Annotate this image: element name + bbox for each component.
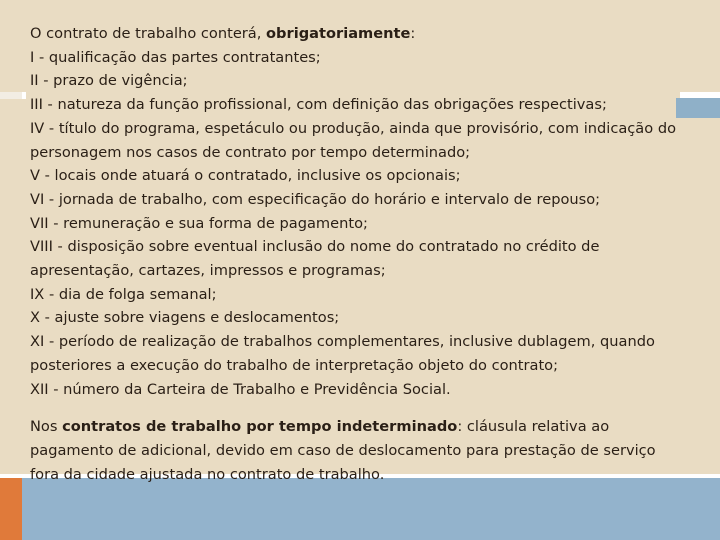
list-item: XII - número da Carteira de Trabalho e Previdência Social. (30, 380, 451, 398)
intro-suffix: : (410, 25, 416, 42)
decorative-bar (22, 92, 26, 99)
intro-line (30, 22, 680, 46)
list-item: I - qualificação das partes contratantes; (30, 48, 321, 66)
list-item: IV - título do programa, espetáculo ou produção, ainda que provisório, com indicação do personagem nos casos de contrato por tempo determinado; (30, 119, 677, 161)
decorative-bar (0, 478, 22, 540)
note-paragraph (30, 415, 680, 486)
slide-content (30, 22, 680, 486)
list-item: VIII - disposição sobre eventual inclusão do nome do contratado no crédito de apresentação, cartazes, impressos e programas; (30, 238, 600, 280)
list-item: II - prazo de vigência; (30, 72, 188, 90)
list-item: V - locais onde atuará o contratado, inclusive os opcionais; (30, 167, 461, 185)
intro-bold: obrigatoriamente (266, 25, 411, 42)
intro-prefix: O contrato de trabalho conterá, (30, 25, 267, 42)
note-suffix: : cláusula relativa ao pagamento de adicional, devido em caso de deslocamento para prestação de serviço fora da cidade ajustada no contrato de trabalho. (30, 418, 656, 483)
note-prefix: Nos (30, 418, 63, 436)
list-item: VII - remuneração e sua forma de pagamento; (30, 214, 368, 232)
list-item: XI - período de realização de trabalhos complementares, inclusive dublagem, quando posteriores a execução do trabalho de interpretação objeto do contrato; (30, 333, 655, 374)
note-bold: contratos de trabalho por tempo indeterminado (62, 418, 458, 436)
list-item: VI - jornada de trabalho, com especificação do horário e intervalo de repouso; (30, 190, 601, 208)
list-item: III - natureza da função profissional, com definição das obrigações respectivas; (30, 96, 607, 114)
decorative-bar (0, 92, 22, 99)
decorative-bar (22, 478, 720, 540)
spacer (30, 401, 680, 415)
list-item: IX - dia de folga semanal; (30, 285, 217, 303)
decorative-bar (676, 98, 720, 118)
list-item: X - ajuste sobre viagens e deslocamentos; (30, 309, 340, 327)
